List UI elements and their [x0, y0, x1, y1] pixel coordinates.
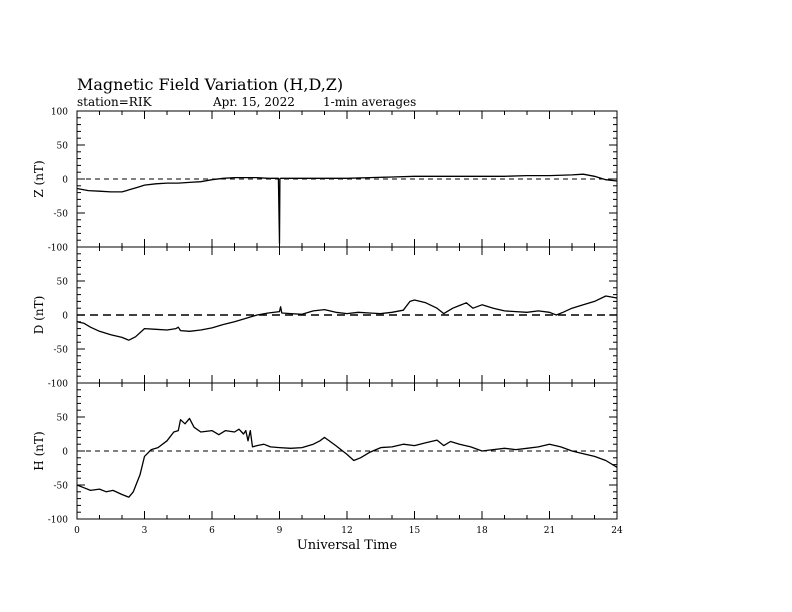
y-tick-label-d: -100	[47, 379, 68, 390]
y-tick-label-d: 0	[62, 311, 68, 322]
x-tick-label: 0	[74, 526, 80, 536]
x-axis-label: Universal Time	[296, 538, 398, 553]
x-tick-label: 12	[341, 526, 353, 536]
y-tick-label-z: 0	[62, 175, 68, 186]
averaging-label: 1-min averages	[323, 95, 417, 109]
y-axis-label-d: D (nT)	[32, 295, 46, 335]
x-tick-label: 15	[408, 526, 421, 536]
series-line-h	[77, 418, 617, 497]
y-tick-label-h: 50	[56, 413, 68, 424]
x-tick-label: 21	[543, 526, 556, 536]
chart-title: Magnetic Field Variation (H,D,Z)	[77, 75, 344, 94]
y-axis-label-z: Z (nT)	[32, 160, 46, 198]
y-tick-label-h: 0	[62, 447, 68, 458]
series-line-z	[77, 174, 617, 243]
y-tick-label-z: 50	[56, 141, 68, 152]
y-tick-label-h: -50	[53, 481, 68, 492]
y-tick-label-h: -100	[47, 515, 68, 526]
station-label: station=RIK	[77, 95, 152, 109]
x-tick-label: 3	[141, 526, 148, 536]
y-axis-label-h: H (nT)	[32, 431, 46, 471]
y-tick-label-d: 50	[56, 277, 68, 288]
y-tick-label-z: -100	[47, 243, 68, 254]
date-label: Apr. 15, 2022	[213, 95, 295, 109]
x-tick-label: 18	[476, 526, 488, 536]
y-tick-label-z: 100	[50, 107, 68, 118]
y-tick-label-d: -50	[53, 345, 68, 356]
y-tick-label-z: -50	[53, 209, 68, 220]
x-tick-label: 24	[611, 526, 623, 536]
x-tick-label: 9	[276, 526, 283, 536]
series-line-d	[77, 296, 617, 340]
x-tick-label: 6	[209, 526, 215, 536]
